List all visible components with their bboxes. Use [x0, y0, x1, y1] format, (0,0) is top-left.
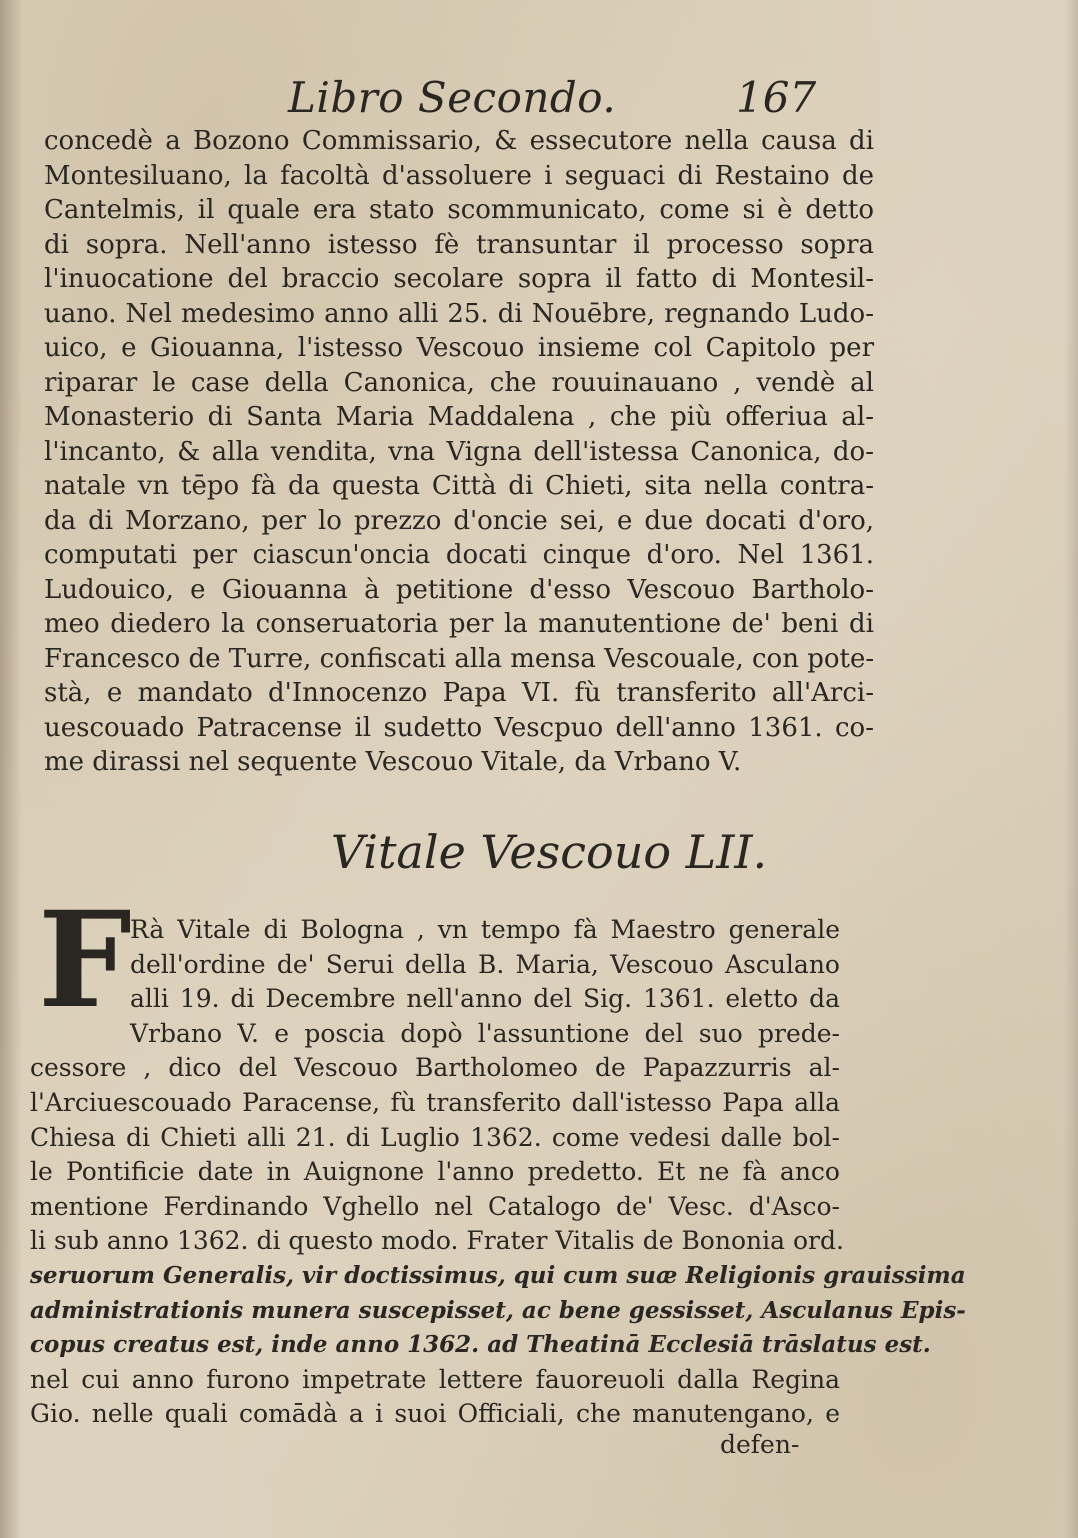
- text-line: mentione Ferdinando Vghello nel Catalogo de' Vesc. d'Asco-: [30, 1191, 840, 1221]
- text-line: uico, e Giouanna, l'istesso Vescouo insieme col Capitolo per: [44, 333, 874, 363]
- text-line: alli 19. di Decembre nell'anno del Sig. 1361. eletto da: [130, 984, 840, 1014]
- text-line: computati per ciascun'oncia docati cinque d'oro. Nel 1361.: [44, 540, 874, 570]
- text-line: Francesco de Turre, confiscati alla mensa Vescouale, con pote-: [44, 643, 875, 674]
- text-line: Vrbano V. e poscia dopò l'assuntione del suo prede-: [130, 1018, 840, 1048]
- page-number: 167: [736, 73, 817, 122]
- page-header: [0, 70, 1078, 126]
- text-line: Chiesa di Chieti alli 21. di Luglio 1362. come vedesi dalle bol-: [30, 1122, 840, 1152]
- text-line: Montesiluano, la facoltà d'assoluere i seguaci di Restaino de: [44, 160, 874, 191]
- text-line: cessore , dico del Vescouo Bartholomeo de Papazzurris al-: [30, 1053, 840, 1083]
- text-line: l'incanto, & alla vendita, vna Vigna dell'istessa Canonica, do-: [44, 436, 874, 467]
- text-line: le Pontificie date in Auignone l'anno predetto. Et ne fà anco: [30, 1157, 840, 1187]
- text-line: natale vn tēpo fà da questa Città di Chieti, sita nella contra-: [44, 471, 874, 501]
- text-line: stà, e mandato d'Innocenzo Papa VI. fù transferito all'Arci-: [44, 678, 874, 708]
- text-line: uano. Nel medesimo anno alli 25. di Nouēbre, regnando Ludo-: [44, 298, 874, 329]
- text-line: Rà Vitale di Bologna , vn tempo fà Maestro generale: [130, 915, 840, 944]
- text-line: nel cui anno furono impetrate lettere fauoreuoli dalla Regina: [30, 1364, 840, 1394]
- chapter-text: [30, 913, 966, 1432]
- running-head: Libro Secondo.: [288, 73, 617, 122]
- drop-cap: F: [38, 883, 132, 1038]
- text-line: dell'ordine de' Serui della B. Maria, Vescouo Asculano: [130, 949, 840, 979]
- text-line: di sopra. Nell'anno istesso fè transuntar il processo sopra: [44, 229, 874, 260]
- text-line: li sub anno 1362. di questo modo. Frater Vitalis de Bononia ord.: [30, 1226, 844, 1256]
- text-line: Ludouico, e Giouanna à petitione d'esso Vescouo Bartholo-: [44, 574, 874, 605]
- text-line: meo diedero la conseruatoria per la manutentione de' beni di: [44, 609, 874, 639]
- page-shadow-left: [0, 0, 22, 1538]
- text-line: da di Morzano, per lo prezzo d'oncie sei, e due docati d'oro,: [44, 505, 874, 536]
- latin-quote-line: copus creatus est, inde anno 1362. ad Theatinā Ecclesiā trāslatus est.: [30, 1331, 931, 1359]
- text-line: Monasterio di Santa Maria Maddalena , che più offeriua al-: [44, 402, 874, 432]
- latin-quote-line: administrationis munera suscepisset, ac bene gessisset, Asculanus Epis-: [30, 1296, 966, 1324]
- body-text: [44, 124, 874, 780]
- text-line: Gio. nelle quali comādà a i suoi Officiali, che manutengano, e: [30, 1399, 840, 1429]
- text-line: concedè a Bozono Commissario, & essecutore nella causa di: [44, 126, 874, 156]
- catchword: defen-: [720, 1430, 800, 1459]
- text-line: uescouado Patracense il sudetto Vescpuo dell'anno 1361. co-: [44, 712, 874, 743]
- text-line: me dirassi nel sequente Vescouo Vitale, da Vrbano V.: [44, 747, 742, 777]
- text-line: l'inuocatione del braccio secolare sopra il fatto di Montesil-: [44, 264, 874, 294]
- text-line: l'Arciuescouado Paracense, fù transferito dall'istesso Papa alla: [30, 1087, 840, 1117]
- latin-quote-line: seruorum Generalis, vir doctissimus, qui cum suæ Religionis grauissima: [30, 1261, 966, 1289]
- text-line: Cantelmis, il quale era stato scommunicato, come si è detto: [44, 195, 874, 225]
- text-line: riparar le case della Canonica, che rouuinauano , vendè al: [44, 367, 874, 398]
- page-shadow-right: [1064, 0, 1078, 1538]
- section-title: Vitale Vescouo LII.: [330, 825, 768, 879]
